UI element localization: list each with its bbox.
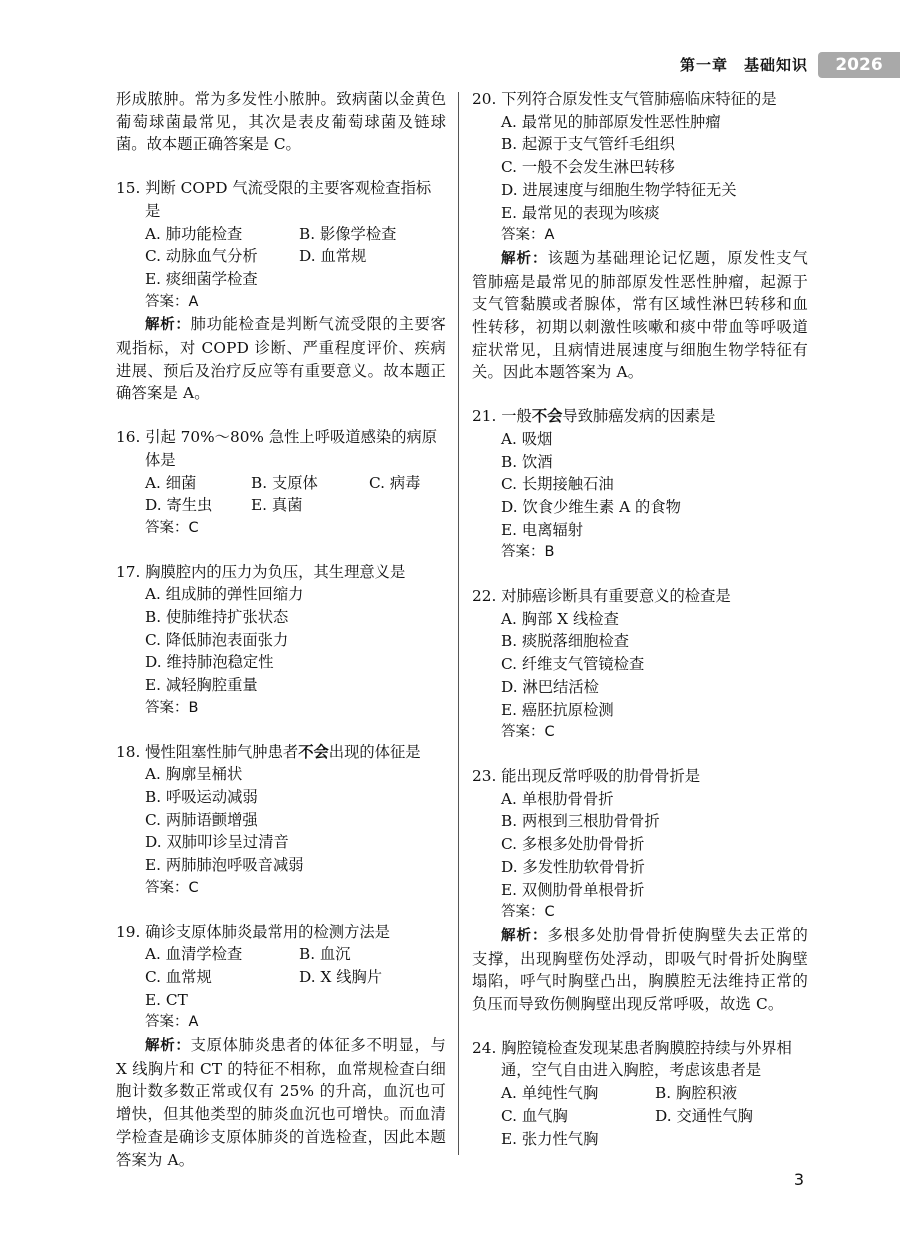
options xyxy=(116,223,446,291)
left-column xyxy=(116,88,446,1171)
option-e: E. 痰细菌学检查 xyxy=(145,269,258,288)
option-b: B. 影像学检查 xyxy=(299,224,397,243)
question-15 xyxy=(116,177,446,405)
option-a: A. 血清学检查 xyxy=(145,945,243,964)
option-d: D. 饮食少维生素 A 的食物 xyxy=(501,497,681,516)
option-e: E. 最常见的表现为咳痰 xyxy=(501,203,660,222)
column-divider xyxy=(458,92,459,1155)
question-stem: 21. 一般不会导致肺癌发病的因素是 xyxy=(472,407,716,426)
question-stem: 22. 对肺癌诊断具有重要意义的检查是 xyxy=(472,587,731,606)
option-d: D. 交通性气胸 xyxy=(655,1106,753,1125)
page-header xyxy=(0,50,900,80)
option-d: D. 维持肺泡稳定性 xyxy=(145,653,274,672)
explanation: 解析：肺功能检查是判断气流受限的主要客观指标，对 COPD 诊断、严重程度评价、疾病进展、预后及治疗反应等有重要意义。故本题正确答案是 A。 xyxy=(116,315,446,403)
option-b: B. 起源于支气管纤毛组织 xyxy=(501,135,675,154)
option-b: B. 饮酒 xyxy=(501,452,553,471)
option-d: D. 双肺叩诊呈过清音 xyxy=(145,833,289,852)
emphasis-not: 不会 xyxy=(298,742,329,761)
answer-line: 答案：C xyxy=(501,724,555,741)
options xyxy=(472,788,808,902)
option-b: B. 胸腔积液 xyxy=(655,1084,738,1103)
option-e: E. 减轻胸腔重量 xyxy=(145,676,258,695)
question-17 xyxy=(116,561,446,720)
answer-line: 答案：A xyxy=(145,1014,199,1031)
options xyxy=(116,472,446,517)
explanation: 解析：支原体肺炎患者的体征多不明显，与 X 线胸片和 CT 的特征不相称，血常规检查白细胞计数多数正常或仅有 25% 的升高，血沉也可增快，但其他类型的肺炎血沉也可增快。而血清学检查是确诊支原体肺炎的首选检查，因此本题答案为 A。 xyxy=(116,1036,446,1169)
option-c: C. 一般不会发生淋巴转移 xyxy=(501,158,675,177)
options xyxy=(116,763,446,877)
question-18 xyxy=(116,741,446,900)
option-b: B. 呼吸运动减弱 xyxy=(145,787,258,806)
options xyxy=(116,583,446,697)
emphasis-not: 不会 xyxy=(531,407,563,426)
options xyxy=(472,608,808,722)
option-a: A. 细菌 xyxy=(145,473,197,492)
option-a: A. 胸廓呈桶状 xyxy=(145,765,243,784)
answer-line: 答案：C xyxy=(145,879,199,896)
question-23 xyxy=(472,765,808,1016)
question-24 xyxy=(472,1037,808,1151)
option-c: C. 长期接触石油 xyxy=(501,475,614,494)
option-e: E. 真菌 xyxy=(251,496,303,515)
option-a: A. 肺功能检查 xyxy=(145,224,243,243)
option-e: E. 癌胚抗原检测 xyxy=(501,700,614,719)
question-21 xyxy=(472,405,808,564)
option-c: C. 血常规 xyxy=(145,967,212,986)
right-column xyxy=(472,88,808,1150)
question-19 xyxy=(116,921,446,1172)
option-c: C. 两肺语颤增强 xyxy=(145,810,258,829)
option-a: A. 单纯性气胸 xyxy=(501,1084,599,1103)
option-c: C. 血气胸 xyxy=(501,1106,568,1125)
option-b: B. 血沉 xyxy=(299,945,351,964)
option-c: C. 动脉血气分析 xyxy=(145,247,258,266)
option-e: E. CT xyxy=(145,990,188,1009)
question-stem: 17. 胸膜腔内的压力为负压，其生理意义是 xyxy=(116,562,406,581)
option-d: D. 淋巴结活检 xyxy=(501,677,599,696)
options xyxy=(116,943,446,1011)
option-c: C. 病毒 xyxy=(369,473,421,492)
option-d: D. X 线胸片 xyxy=(299,967,383,986)
question-16 xyxy=(116,426,446,540)
option-e: E. 双侧肋骨单根骨折 xyxy=(501,880,645,899)
answer-line: 答案：A xyxy=(145,293,199,310)
options xyxy=(472,111,808,225)
continued-explanation: 形成脓肿。常为多发性小脓肿。致病菌以金黄色葡萄球菌最常见，其次是表皮葡萄球菌及链球菌。故本题正确答案是 C。 xyxy=(116,90,446,154)
option-a: A. 最常见的肺部原发性恶性肿瘤 xyxy=(501,112,721,131)
option-d: D. 进展速度与细胞生物学特征无关 xyxy=(501,180,737,199)
option-a: A. 组成肺的弹性回缩力 xyxy=(145,585,304,604)
question-20 xyxy=(472,88,808,384)
option-a: A. 单根肋骨骨折 xyxy=(501,789,614,808)
answer-line: 答案：C xyxy=(501,904,555,921)
option-b: B. 支原体 xyxy=(251,473,318,492)
option-d: D. 血常规 xyxy=(299,247,367,266)
option-a: A. 胸部 X 线检查 xyxy=(501,609,619,628)
option-d: D. 寄生虫 xyxy=(145,496,213,515)
option-e: E. 张力性气胸 xyxy=(501,1129,599,1148)
option-c: C. 纤维支气管镜检查 xyxy=(501,655,645,674)
question-stem: 24. 胸腔镜检查发现某患者胸膜腔持续与外界相通，空气自由进入胸腔，考虑该患者是 xyxy=(472,1038,792,1080)
answer-line: 答案：A xyxy=(501,227,555,244)
option-b: B. 痰脱落细胞检查 xyxy=(501,632,630,651)
option-b: B. 使肺维持扩张状态 xyxy=(145,608,289,627)
question-stem: 23. 能出现反常呼吸的肋骨骨折是 xyxy=(472,766,701,785)
question-stem: 15. 判断 COPD 气流受限的主要客观检查指标是 xyxy=(116,179,432,220)
question-22 xyxy=(472,585,808,744)
question-stem: 20. 下列符合原发性支气管肺癌临床特征的是 xyxy=(472,90,777,108)
option-c: C. 降低肺泡表面张力 xyxy=(145,630,289,649)
option-d: D. 多发性肋软骨骨折 xyxy=(501,857,645,876)
options xyxy=(472,428,808,542)
year-tab: 2026 xyxy=(818,52,900,78)
page-number: 3 xyxy=(793,1170,804,1189)
question-stem: 16. 引起 70%～80% 急性上呼吸道感染的病原体是 xyxy=(116,428,438,469)
explanation: 解析：多根多处肋骨骨折使胸壁失去正常的支撑，出现胸壁伤处浮动，即吸气时骨折处胸壁塌陷，呼气时胸壁凸出，胸膜腔无法维持正常的负压而导致伤侧胸壁出现反常呼吸，故选 C。 xyxy=(472,925,808,1014)
option-e: E. 电离辐射 xyxy=(501,520,584,539)
option-b: B. 两根到三根肋骨骨折 xyxy=(501,812,660,831)
option-c: C. 多根多处肋骨骨折 xyxy=(501,835,645,854)
question-stem: 18. 慢性阻塞性肺气肿患者不会出现的体征是 xyxy=(116,742,421,761)
options xyxy=(472,1082,808,1150)
explanation: 解析：该题为基础理论记忆题，原发性支气管肺癌是最常见的肺部原发性恶性肿瘤，起源于支气管黏膜或者腺体，常有区域性淋巴转移和血性转移，初期以刺激性咳嗽和痰中带血等呼吸道症状常见，且病情进展速度与细胞生物学特征有关。因此本题答案为 A。 xyxy=(472,248,808,382)
option-a: A. 吸烟 xyxy=(501,429,553,448)
answer-line: 答案：C xyxy=(145,519,199,536)
answer-line: 答案：B xyxy=(145,699,199,716)
question-stem: 19. 确诊支原体肺炎最常用的检测方法是 xyxy=(116,922,390,941)
answer-line: 答案：B xyxy=(501,544,555,561)
option-e: E. 两肺肺泡呼吸音减弱 xyxy=(145,856,304,875)
chapter-title: 第一章 基础知识 xyxy=(679,56,808,74)
